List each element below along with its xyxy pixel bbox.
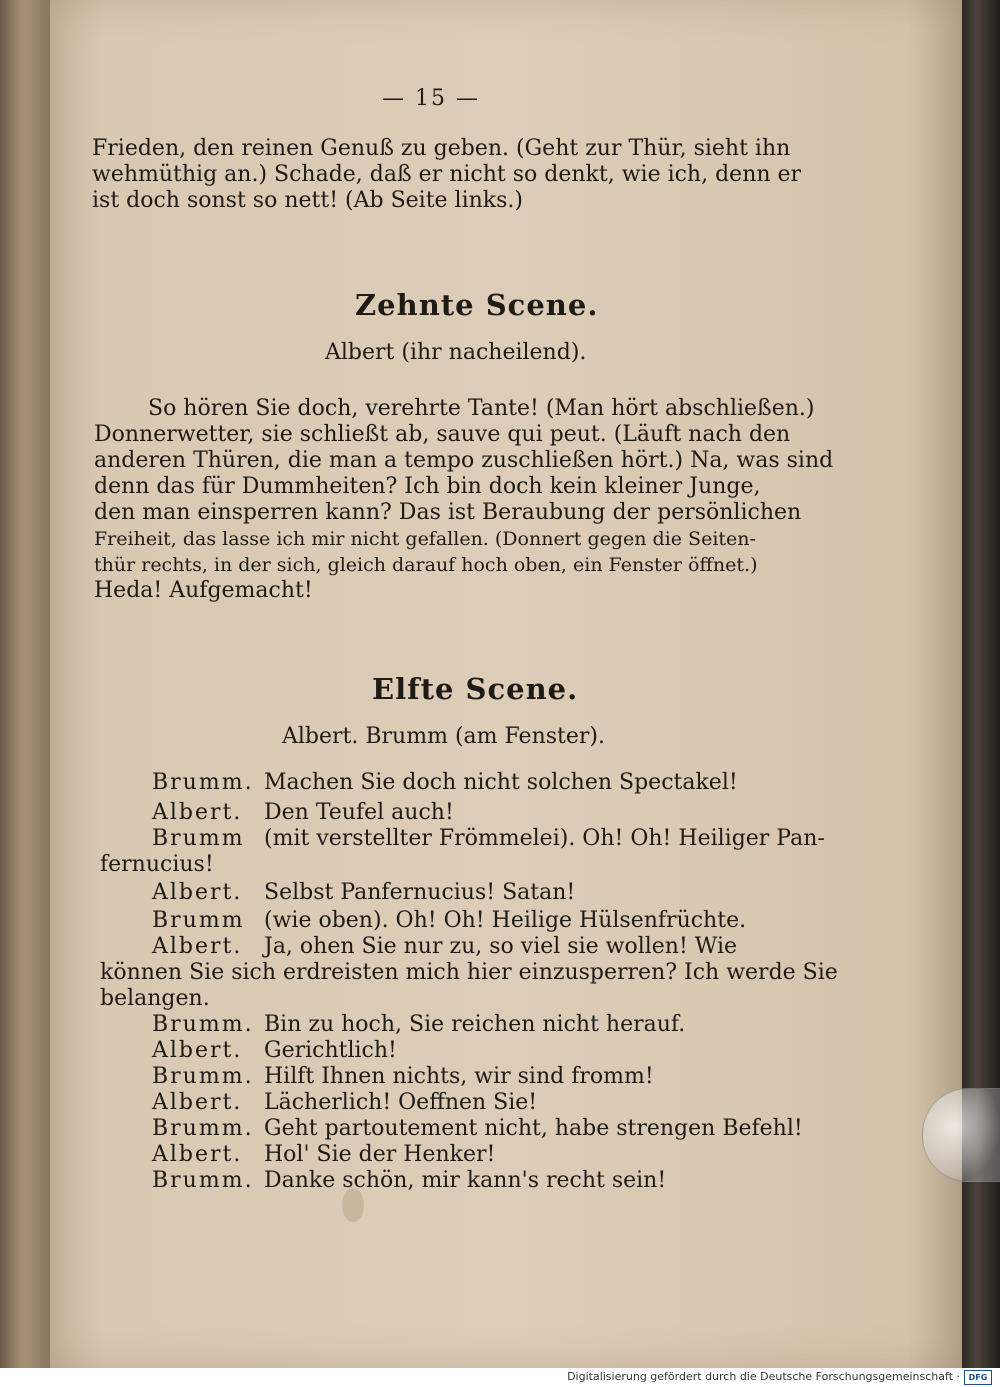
dialogue-line-12 <box>152 1064 654 1090</box>
speech: Danke schön, mir kann's recht sein! <box>264 1168 667 1193</box>
dialogue-line-9 <box>100 986 210 1012</box>
scene-10-line-2: Donnerwetter, sie schließt ab, sauve qui peut. (Läuft nach den <box>94 422 791 447</box>
paper-stain <box>342 1188 364 1222</box>
speaker: Brumm. <box>152 1064 254 1089</box>
speaker: Albert. <box>152 934 243 959</box>
speaker: Brumm. <box>152 1116 254 1141</box>
scene-10-line-7: thür rechts, in der sich, gleich darauf hoch oben, ein Fenster öffnet.) <box>94 554 758 576</box>
dialogue-line-16 <box>152 1168 666 1194</box>
scene-10-line-3: anderen Thüren, die man a tempo zuschließen hört.) Na, was sind <box>94 448 834 473</box>
dialogue-line-10 <box>152 1012 685 1038</box>
dialogue-line-4 <box>100 852 214 878</box>
speech: Selbst Panfernucius! Satan! <box>264 880 576 905</box>
speaker: Brumm <box>152 826 245 851</box>
page-number: — 15 — <box>382 86 480 111</box>
book-spine <box>0 0 50 1368</box>
speaker: Brumm. <box>152 770 254 795</box>
speech: Lächerlich! Oeffnen Sie! <box>264 1090 538 1115</box>
scene-10-line-6: Freiheit, das lasse ich mir nicht gefallen. (Donnert gegen die Seiten- <box>94 528 756 550</box>
dialogue-line-6 <box>152 908 746 934</box>
speaker: Albert. <box>152 1142 243 1167</box>
dialogue-line-14 <box>152 1116 803 1142</box>
dfg-logo: DFG <box>964 1370 992 1385</box>
dialogue-line-2 <box>152 800 454 826</box>
speaker: Albert. <box>152 800 243 825</box>
dialogue-line-11 <box>152 1038 397 1064</box>
dialogue-line-8 <box>100 960 838 986</box>
dialogue-line-5 <box>152 880 575 906</box>
speech: können Sie sich erdreisten mich hier einzusperren? Ich werde Sie <box>100 960 838 985</box>
scene-11-cast: Albert. Brumm (am Fenster). <box>282 724 605 749</box>
scene-10-line-8: Heda! Aufgemacht! <box>94 578 313 603</box>
digitization-footer <box>0 1368 1000 1387</box>
speaker: Albert. <box>152 880 243 905</box>
scene-10-line-4: denn das für Dummheiten? Ich bin doch kein kleiner Junge, <box>94 474 761 499</box>
dialogue-line-15 <box>152 1142 495 1168</box>
speech: (wie oben). Oh! Oh! Heilige Hülsenfrüchte. <box>264 908 747 933</box>
speaker: Albert. <box>152 1090 243 1115</box>
speech: Hol' Sie der Henker! <box>264 1142 496 1167</box>
speech: Geht partoutement nicht, habe strengen Befehl! <box>264 1116 803 1141</box>
scene-10-title: Zehnte Scene. <box>355 288 599 322</box>
dialogue-line-7 <box>152 934 737 960</box>
dialogue-line-1 <box>152 770 738 796</box>
speaker: Brumm. <box>152 1012 254 1037</box>
speech: Bin zu hoch, Sie reichen nicht herauf. <box>264 1012 686 1037</box>
funding-credit: Digitalisierung gefördert durch die Deutsche Forschungsgemeinschaft · <box>567 1370 960 1383</box>
scene-10-line-5: den man einsperren kann? Das ist Beraubung der persönlichen <box>94 500 802 525</box>
speech: belangen. <box>100 986 210 1011</box>
intro-line-3: ist doch sonst so nett! (Ab Seite links.) <box>92 188 523 213</box>
dialogue-line-3 <box>152 826 825 852</box>
speech: Hilft Ihnen nichts, wir sind fromm! <box>264 1064 654 1089</box>
intro-line-1: Frieden, den reinen Genuß zu geben. (Geht zur Thür, sieht ihn <box>92 136 791 161</box>
speech: Den Teufel auch! <box>264 800 454 825</box>
scene-10-cast: Albert (ihr nacheilend). <box>325 340 587 365</box>
speaker: Brumm. <box>152 1168 254 1193</box>
scene-10-line-1: So hören Sie doch, verehrte Tante! (Man hört abschließen.) <box>148 396 815 421</box>
intro-line-2: wehmüthig an.) Schade, daß er nicht so denkt, wie ich, denn er <box>92 162 802 187</box>
speaker: Albert. <box>152 1038 243 1063</box>
scene-11-title: Elfte Scene. <box>372 672 579 706</box>
speech: Ja, ohen Sie nur zu, so viel sie wollen! Wie <box>264 934 738 959</box>
speech: (mit verstellter Frömmelei). Oh! Oh! Heiliger Pan- <box>264 826 825 851</box>
speech: Machen Sie doch nicht solchen Spectakel! <box>264 770 738 795</box>
speech: fernucius! <box>100 852 214 877</box>
speaker: Brumm <box>152 908 245 933</box>
dialogue-line-13 <box>152 1090 537 1116</box>
speech: Gerichtlich! <box>264 1038 397 1063</box>
